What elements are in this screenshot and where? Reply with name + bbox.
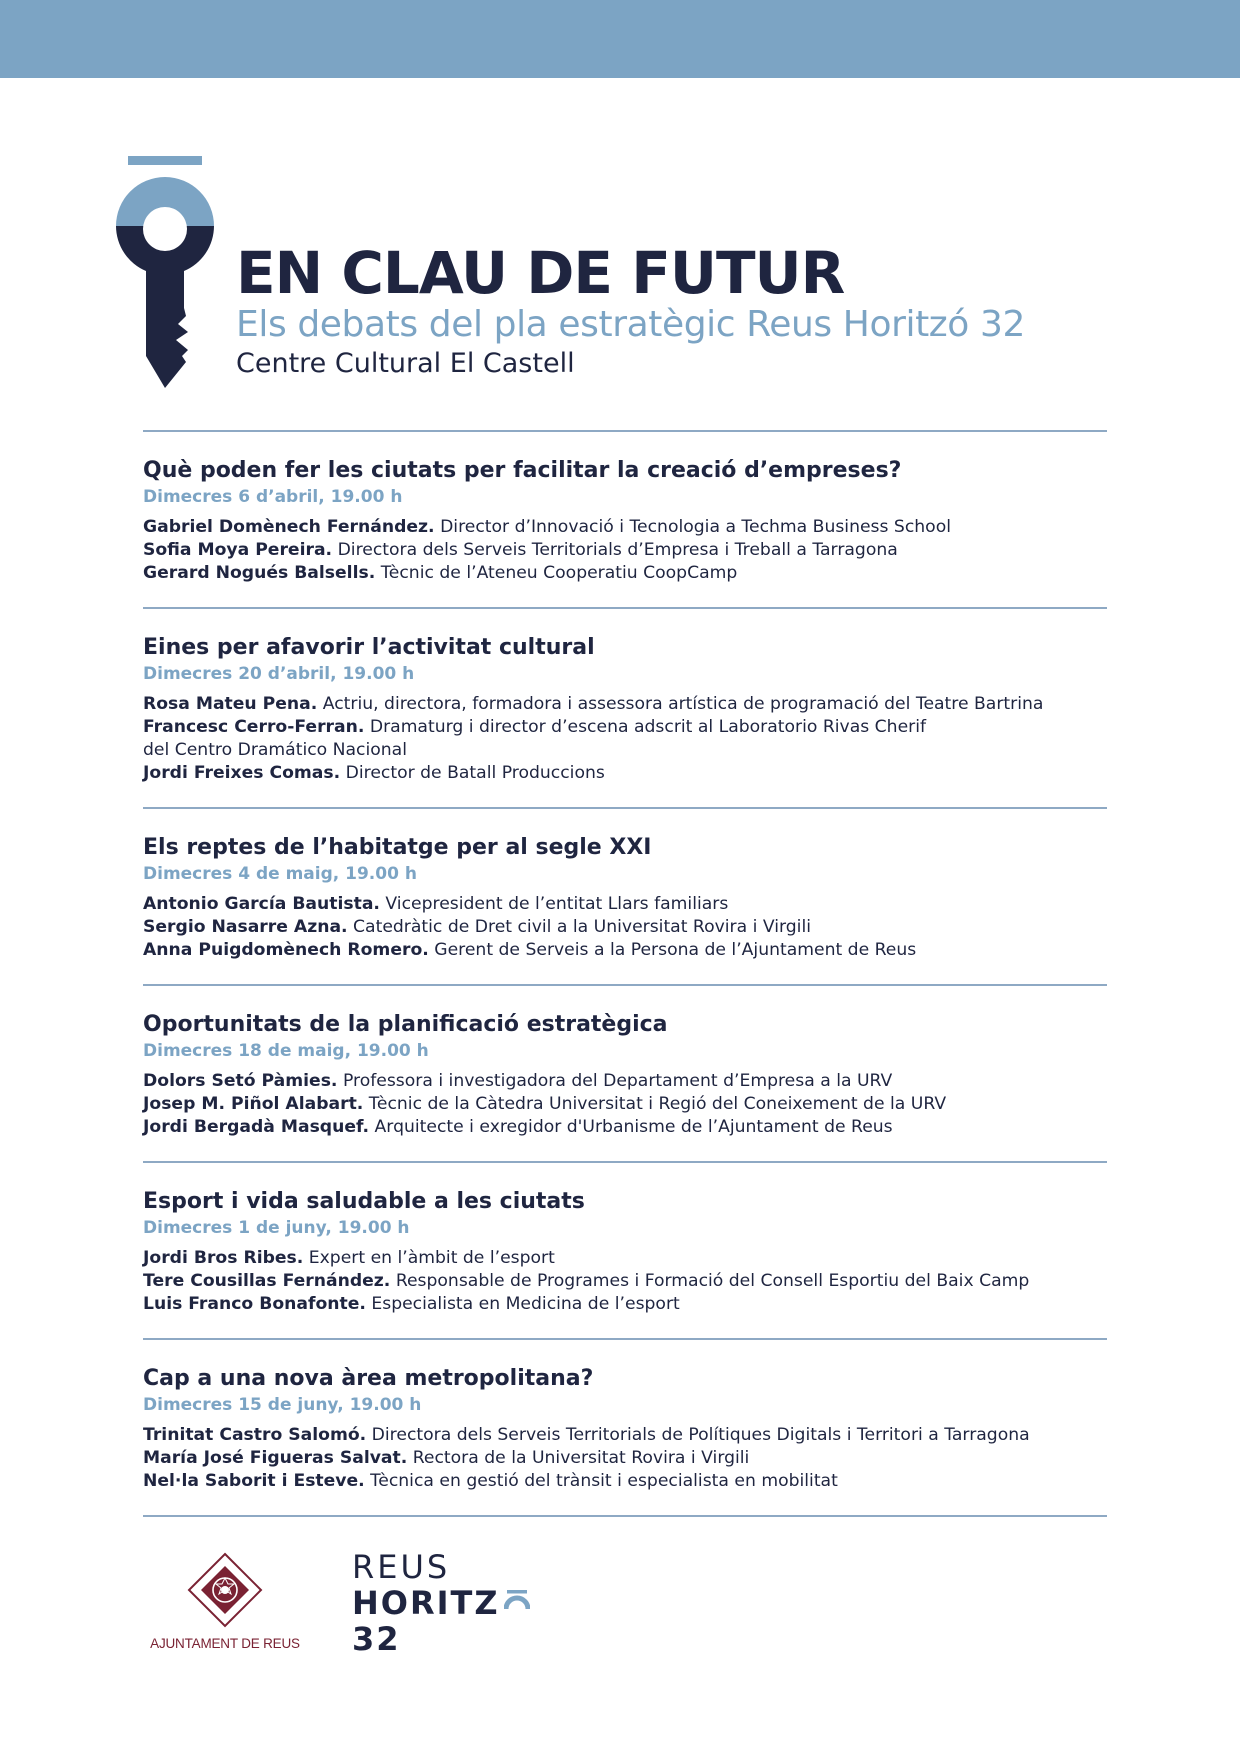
top-band bbox=[0, 0, 1240, 78]
speaker-name: Sofia Moya Pereira. bbox=[143, 540, 333, 560]
speaker-role: Gerent de Serveis a la Persona de l’Ajuntament de Reus bbox=[434, 940, 917, 960]
speaker-role: Dramaturg i director d’escena adscrit al Laboratorio Rivas Cherif bbox=[369, 717, 927, 737]
speaker-name: Sergio Nasarre Azna. bbox=[143, 917, 348, 937]
speaker bbox=[143, 1070, 1107, 1093]
reus-logo-line-2: HORITZ bbox=[352, 1584, 500, 1622]
debate-title: Els reptes de l’habitatge per al segle XXI bbox=[143, 835, 652, 860]
debate-title: Què poden fer les ciutats per facilitar la creació d’empreses? bbox=[143, 458, 902, 483]
speaker-name: Gerard Nogués Balsells. bbox=[143, 563, 376, 583]
speaker-role: Catedràtic de Dret civil a la Universitat Rovira i Virgili bbox=[353, 917, 812, 937]
speaker bbox=[143, 916, 1107, 939]
speaker bbox=[143, 1470, 1107, 1493]
speaker-name: María José Figueras Salvat. bbox=[143, 1448, 408, 1468]
page-subtitle: Els debats del pla estratègic Reus Horitzó 32 bbox=[236, 304, 1025, 345]
ajuntament-label: AJUNTAMENT DE REUS bbox=[150, 1636, 300, 1651]
speaker-continuation bbox=[143, 739, 1107, 762]
debate-title: Esport i vida saludable a les ciutats bbox=[143, 1189, 585, 1214]
speaker bbox=[143, 1247, 1107, 1270]
speaker-role: Responsable de Programes i Formació del Consell Esportiu del Baix Camp bbox=[395, 1271, 1030, 1291]
speaker-role: Directora dels Serveis Territorials de Polítiques Digitals i Territori a Tarragona bbox=[371, 1425, 1030, 1445]
speaker bbox=[143, 1293, 1107, 1316]
speaker-role: Vicepresident de l’entitat Llars familiars bbox=[385, 894, 729, 914]
speaker-list bbox=[143, 893, 1107, 962]
speaker-name: Anna Puigdomènech Romero. bbox=[143, 940, 429, 960]
speaker bbox=[143, 1270, 1107, 1293]
speaker-role: Professora i investigadora del Departament d’Empresa a la URV bbox=[342, 1071, 893, 1091]
speaker bbox=[143, 539, 1107, 562]
debate-date: Dimecres 20 d’abril, 19.00 h bbox=[143, 664, 415, 684]
speaker-name: Luis Franco Bonafonte. bbox=[143, 1294, 366, 1314]
speaker-list bbox=[143, 693, 1107, 785]
speaker-name: Jordi Freixes Comas. bbox=[143, 763, 341, 783]
speaker bbox=[143, 1116, 1107, 1139]
speaker-name: Jordi Bergadà Masquef. bbox=[143, 1117, 370, 1137]
speaker-name: Trinitat Castro Salomó. bbox=[143, 1425, 367, 1445]
speaker-role: del Centro Dramático Nacional bbox=[143, 740, 407, 760]
debate-list bbox=[143, 430, 1107, 1517]
speaker-role: Tècnica en gestió del trànsit i especialista en mobilitat bbox=[370, 1471, 838, 1491]
speaker-name: Francesc Cerro-Ferran. bbox=[143, 717, 365, 737]
o-macron-icon bbox=[504, 1590, 530, 1620]
ajuntament-logo bbox=[145, 1552, 305, 1652]
speaker-role: Especialista en Medicina de l’esport bbox=[371, 1294, 680, 1314]
speaker bbox=[143, 1447, 1107, 1470]
speaker bbox=[143, 693, 1107, 716]
debate-date: Dimecres 1 de juny, 19.00 h bbox=[143, 1218, 410, 1238]
speaker-role: Actriu, directora, formadora i assessora artística de programació del Teatre Bartrina bbox=[322, 694, 1044, 714]
speaker-role: Directora dels Serveis Territorials d’Empresa i Treball a Tarragona bbox=[337, 540, 898, 560]
debate-item bbox=[143, 1163, 1107, 1338]
speaker bbox=[143, 562, 1107, 585]
speaker-role: Tècnic de l’Ateneu Cooperatiu CoopCamp bbox=[380, 563, 738, 583]
page-title: EN CLAU DE FUTUR bbox=[236, 239, 845, 307]
reus-horitzo-logo bbox=[352, 1548, 572, 1658]
speaker-name: Josep M. Piñol Alabart. bbox=[143, 1094, 364, 1114]
speaker bbox=[143, 1093, 1107, 1116]
debate-date: Dimecres 18 de maig, 19.00 h bbox=[143, 1041, 429, 1061]
speaker bbox=[143, 1424, 1107, 1447]
debate-title: Cap a una nova àrea metropolitana? bbox=[143, 1366, 594, 1391]
reus-logo-line-1: REUS bbox=[352, 1548, 451, 1586]
speaker bbox=[143, 762, 1107, 785]
debate-item bbox=[143, 986, 1107, 1161]
speaker bbox=[143, 939, 1107, 962]
reus-logo-line-3: 32 bbox=[352, 1620, 401, 1658]
debate-title: Eines per afavorir l’activitat cultural bbox=[143, 635, 595, 660]
speaker-role: Arquitecte i exregidor d'Urbanisme de l’Ajuntament de Reus bbox=[374, 1117, 893, 1137]
venue: Centre Cultural El Castell bbox=[236, 348, 575, 379]
speaker-name: Nel·la Saborit i Esteve. bbox=[143, 1471, 365, 1491]
speaker-role: Director d’Innovació i Tecnologia a Techma Business School bbox=[440, 517, 951, 537]
speaker-list bbox=[143, 516, 1107, 585]
divider bbox=[143, 1515, 1107, 1517]
speaker-role: Director de Batall Produccions bbox=[345, 763, 605, 783]
speaker-name: Dolors Setó Pàmies. bbox=[143, 1071, 338, 1091]
speaker-list bbox=[143, 1424, 1107, 1493]
speaker-role: Rectora de la Universitat Rovira i Virgili bbox=[412, 1448, 750, 1468]
speaker-name: Rosa Mateu Pena. bbox=[143, 694, 318, 714]
speaker bbox=[143, 716, 1107, 739]
debate-item bbox=[143, 809, 1107, 984]
debate-item bbox=[143, 609, 1107, 807]
speaker-list bbox=[143, 1070, 1107, 1139]
debate-date: Dimecres 6 d’abril, 19.00 h bbox=[143, 487, 403, 507]
speaker-name: Tere Cousillas Fernández. bbox=[143, 1271, 391, 1291]
rose-diamond-icon bbox=[187, 1552, 263, 1628]
debate-title: Oportunitats de la planificació estratègica bbox=[143, 1012, 668, 1037]
speaker bbox=[143, 893, 1107, 916]
speaker bbox=[143, 516, 1107, 539]
speaker-name: Jordi Bros Ribes. bbox=[143, 1248, 304, 1268]
speaker-role: Expert en l’àmbit de l’esport bbox=[308, 1248, 555, 1268]
debate-item bbox=[143, 1340, 1107, 1515]
debate-item bbox=[143, 432, 1107, 607]
debate-date: Dimecres 15 de juny, 19.00 h bbox=[143, 1395, 422, 1415]
speaker-name: Antonio García Bautista. bbox=[143, 894, 380, 914]
speaker-role: Tècnic de la Càtedra Universitat i Regió del Coneixement de la URV bbox=[368, 1094, 947, 1114]
key-icon bbox=[116, 156, 214, 396]
debate-date: Dimecres 4 de maig, 19.00 h bbox=[143, 864, 417, 884]
speaker-name: Gabriel Domènech Fernández. bbox=[143, 517, 435, 537]
speaker-list bbox=[143, 1247, 1107, 1316]
